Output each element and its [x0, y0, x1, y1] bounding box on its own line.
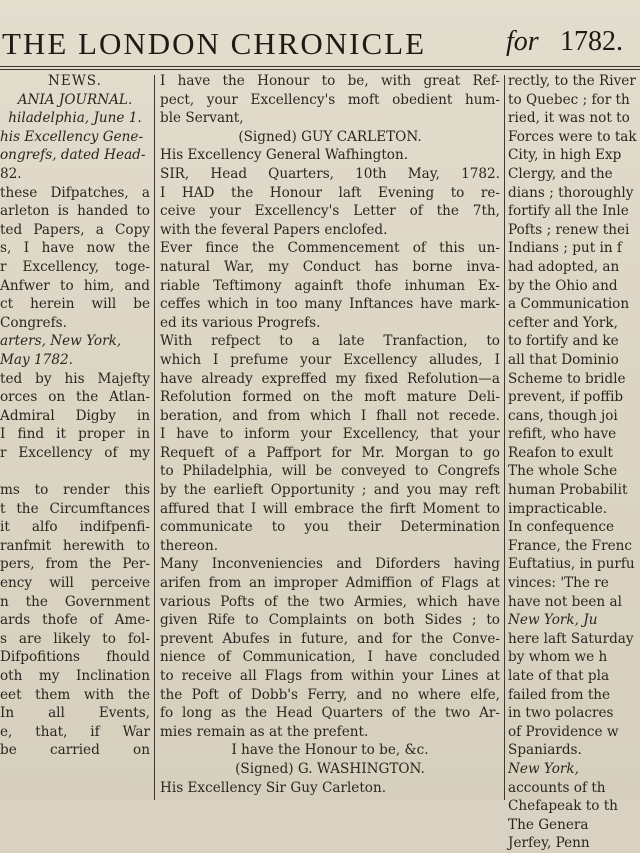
text-line: ms to render this [0, 482, 150, 499]
text-line: human Probabilit [508, 482, 628, 499]
text-line: Congrefs. [0, 314, 67, 331]
text-line: s, I have now the [0, 240, 150, 257]
text-line: to receive all Flags from within your Lines at [160, 668, 500, 684]
text-line: vinces: 'The re [508, 575, 609, 592]
masthead-year: 1782. [560, 26, 623, 57]
text-line: the Poft of Dobb's Ferry, and no where elfe, [160, 686, 500, 703]
text-line: here laft Saturday [508, 630, 634, 647]
text-line: fortify all the Inle [508, 203, 629, 220]
text-line: fo long as the Head Quarters of the two Ar- [160, 705, 500, 722]
text-line: to fortify and ke [508, 333, 619, 350]
text-line: orces on the Atlan- [0, 389, 150, 406]
text-line: all that Dominio [508, 351, 619, 368]
text-line: City, in high Exp [508, 147, 622, 164]
text-line: Clergy, and the [508, 165, 613, 182]
text-line: SIR, Head Quarters, 10th May, 1782. [160, 165, 500, 182]
text-line: arifen from an improper Admiffion of Flags at [160, 575, 500, 592]
text-line: be carried on [0, 742, 150, 759]
text-line: ceive your Excellency's Letter of the 7th, [160, 203, 500, 220]
text-line: by the Ohio and [508, 277, 618, 294]
masthead-rule [0, 66, 640, 67]
text-line: Forces were to tak [508, 128, 637, 145]
text-line: Indians ; put in f [508, 240, 622, 257]
text-line: r Excellency of my [0, 444, 150, 461]
text-line: have already expreffed my fixed Refolution—a [160, 370, 500, 387]
text-line: Anfwer to him, and [0, 277, 150, 294]
text-line: impracticable. [508, 500, 608, 517]
text-line: I have the Honour to be, with great Ref- [160, 73, 500, 89]
text-line: cans, though joi [508, 407, 618, 424]
text-line: mies remain as at the prefent. [160, 723, 369, 740]
text-line: ceffes which in too many Inftances have mark- [160, 296, 500, 313]
text-line: a Communication [508, 296, 630, 313]
text-line [0, 462, 150, 481]
text-line: to Quebec ; for th [508, 91, 630, 108]
text-line: by the earlieft Opportunity ; and you may reft [160, 482, 500, 499]
text-line: cefter and York, [508, 314, 618, 331]
text-line: various Pofts of the two Armies, which have [160, 593, 500, 610]
text-line: eet them with the [0, 686, 150, 703]
column-divider [504, 75, 505, 800]
text-line: ted by his Majefty [0, 370, 150, 387]
text-line: oth my Inclination [0, 668, 150, 684]
text-line: ards thofe of Ame- [0, 612, 150, 629]
text-line: which I prefume your Excellency alludes, I [160, 351, 500, 368]
text-line: dians ; thoroughly [508, 184, 634, 201]
text-line: riable Teftimony againft thofe inhuman Ex- [160, 277, 500, 294]
text-line: by whom we h [508, 649, 608, 666]
text-line: Reafon to exult [508, 444, 613, 461]
text-line: accounts of th [508, 779, 606, 796]
text-line: prevent, if poffib [508, 389, 624, 406]
text-line: hiladelphia, June 1. [8, 110, 142, 127]
column-left [0, 72, 150, 800]
text-line: I find it proper in [0, 426, 150, 443]
text-line: Pofts ; renew thei [508, 221, 630, 238]
text-line: May 1782. [0, 351, 73, 368]
text-line: NEWS. [48, 73, 102, 89]
masthead-title: THE LONDON CHRONICLE [2, 26, 427, 61]
text-line: natural War, my Conduct has borne inva- [160, 258, 500, 275]
text-line: (Signed) G. WASHINGTON. [235, 760, 425, 777]
column-center [160, 72, 500, 800]
text-line: Many Inconveniencies and Diforders having [160, 556, 500, 573]
text-line: these Difpatches, a [0, 184, 150, 201]
text-line: thereon. [160, 537, 219, 554]
text-line: Refolution formed on the moft mature Deli- [160, 389, 500, 406]
text-line: Chefapeak to th [508, 798, 618, 815]
text-line: Difpofitions fhould [0, 649, 150, 666]
masthead-for: for [506, 26, 539, 57]
text-line: r Excellency, toge- [0, 258, 150, 275]
text-line: of Providence w [508, 723, 619, 740]
text-line: to Philadelphia, will be conveyed to Congrefs [160, 463, 500, 480]
text-line: his Excellency Gene- [0, 128, 144, 145]
text-line: affured that I will embrace the firft Moment to [160, 500, 500, 517]
text-line: had adopted, an [508, 258, 620, 275]
masthead-rule-thin [0, 69, 640, 70]
text-line: I have to inform your Excellency, that your [160, 426, 500, 443]
text-line: nience of Communication, I have concluded [160, 649, 500, 666]
text-line: New York, Ju [508, 612, 598, 629]
text-line: New York, [508, 760, 579, 777]
text-line: e, that, if War [0, 723, 150, 740]
text-line: in two polacres [508, 705, 614, 722]
text-line: The whole Sche [508, 463, 618, 480]
text-line: I have the Honour to be, &c. [231, 742, 429, 759]
text-line: 82. [0, 165, 22, 182]
text-line: rectly, to the River [508, 73, 636, 89]
text-line: Admiral Digby in [0, 407, 150, 424]
text-line: ct herein will be [0, 296, 150, 313]
text-line: I HAD the Honour laft Evening to re- [160, 184, 500, 201]
text-line: (Signed) GUY CARLETON. [238, 128, 422, 145]
text-line: with the feveral Papers enclofed. [160, 221, 388, 238]
text-line: ble Servant, [160, 110, 244, 127]
text-line: His Excellency General Wafhington. [160, 147, 409, 164]
text-line: ried, it was not to [508, 110, 630, 127]
text-line: given Rife to Complaints on both Sides ; to [160, 612, 500, 629]
text-line: it alfo indifpenfi- [0, 519, 150, 536]
column-right [508, 72, 640, 852]
text-line: have not been al [508, 593, 622, 610]
text-line: s are likely to fol- [0, 630, 150, 647]
text-line: ANIA JOURNAL. [17, 91, 133, 108]
text-line: The Genera [508, 816, 589, 833]
text-line: ranfmit herewith to [0, 537, 150, 554]
text-line: Jerfey, Penn [508, 835, 590, 852]
text-line: t the Circumftances [0, 500, 150, 517]
text-line: Spaniards. [508, 742, 582, 759]
text-line: ency will perceive [0, 575, 150, 592]
text-line: With refpect to a late Tranfaction, to [160, 333, 500, 350]
text-line: Scheme to bridle [508, 370, 626, 387]
text-line: arters, New York, [0, 333, 122, 350]
text-line: pect, your Excellency's moft obedient hum- [160, 91, 500, 108]
text-line: Ever fince the Commencement of this un- [160, 240, 500, 257]
text-line: n the Government [0, 593, 150, 610]
column-divider [154, 75, 155, 800]
text-line: In confequence [508, 519, 614, 536]
text-line: His Excellency Sir Guy Carleton. [160, 779, 387, 796]
text-line: prevent Abufes in future, and for the Conve- [160, 630, 500, 647]
text-line: refift, who have [508, 426, 617, 443]
text-line: ongrefs, dated Head- [0, 147, 146, 164]
text-line: failed from the [508, 686, 611, 703]
text-line: arleton is handed to [0, 203, 150, 220]
masthead [0, 18, 640, 68]
text-line: In all Events, [0, 705, 150, 722]
text-line: France, the Frenc [508, 537, 633, 554]
text-line: communicate to you their Determination [160, 519, 500, 536]
text-line: Requeft of a Paffport for Mr. Morgan to go [160, 444, 500, 461]
text-line: beration, and from which I fhall not recede. [160, 407, 500, 424]
text-line: ed its various Progrefs. [160, 314, 321, 331]
text-line: pers, from the Per- [0, 556, 150, 573]
text-line: Euftatius, in purfu [508, 556, 635, 573]
text-line: ted Papers, a Copy [0, 221, 150, 238]
text-line: late of that pla [508, 668, 610, 684]
